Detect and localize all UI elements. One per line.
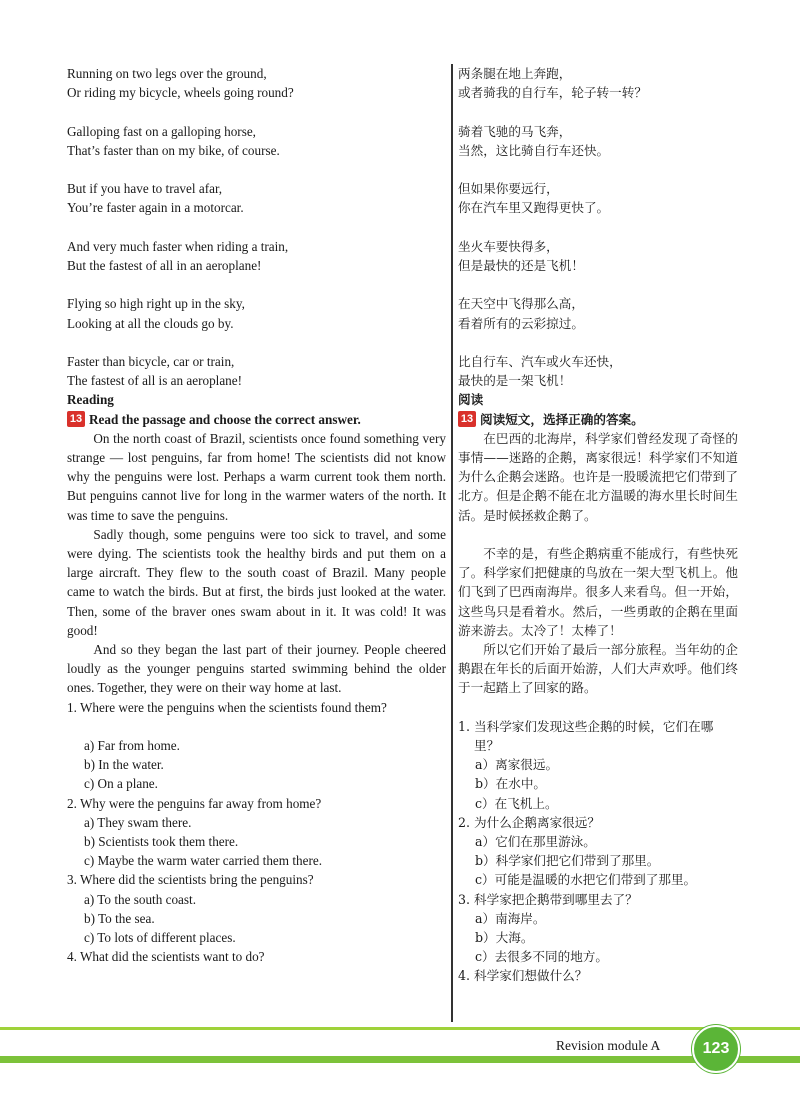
answer-option[interactable]: b) To the sea. <box>84 910 155 926</box>
poem-stanza <box>458 64 738 102</box>
poem-line: The fastest of all is an aeroplane! <box>67 373 243 389</box>
question: 4. What did the scientists want to do? <box>67 949 265 965</box>
poem-line: 当然，这比骑自行车还快。 <box>458 142 610 158</box>
question: 1. 当科学家们发现这些企鹅的时候，它们在哪里？ <box>458 718 714 753</box>
english-column <box>67 64 446 966</box>
footer-section-title: Revision module A <box>556 1038 661 1053</box>
answer-option[interactable]: a）离家很远。 <box>475 757 559 773</box>
poem-line: 比自行车、汽车或火车还快， <box>458 353 622 369</box>
footer-rule-thin <box>0 1027 800 1030</box>
question-list <box>458 717 738 986</box>
poem-stanza <box>67 179 446 217</box>
answer-option[interactable]: b) In the water. <box>84 757 164 773</box>
poem-stanza <box>458 179 738 217</box>
answer-option[interactable]: a) They swam there. <box>84 814 192 830</box>
poem-english <box>67 64 446 390</box>
answer-option[interactable]: c）可能是温暖的水把它们带到了那里。 <box>475 872 697 888</box>
task-instruction <box>458 410 738 429</box>
poem-line: Running on two legs over the ground, <box>67 66 267 81</box>
question: 3. Where did the scientists bring the penguins? <box>67 872 314 888</box>
question: 4. 科学家们想做什么？ <box>458 968 588 984</box>
reading-paragraph: 在巴西的北海岸，科学家们曾经发现了奇怪的事情——迷路的企鹅，离家很远！科学家们不知道为什么企鹅会迷路。也许是一股暖流把它们带到了北方。但是企鹅不能在北方温暖的海水里长时间生活。是时候拯救企鹅了。 <box>458 430 738 523</box>
question: 2. 为什么企鹅离家很远？ <box>458 814 600 830</box>
page-number-badge: 123 <box>692 1025 740 1073</box>
task-text: 阅读短文，选择正确的答案。 <box>480 411 644 427</box>
poem-line: Faster than bicycle, car or train, <box>67 353 235 369</box>
poem-stanza <box>67 352 446 390</box>
poem-line: Flying so high right up in the sky, <box>67 296 245 312</box>
chinese-column <box>458 64 738 986</box>
reading-heading: Reading <box>67 392 114 408</box>
answer-option[interactable]: a）它们在那里游泳。 <box>475 834 596 850</box>
answer-option[interactable]: c) To lots of different places. <box>84 930 236 946</box>
reading-paragraph: Sadly though, some penguins were too sick to travel, and some were dying. The scientists took the healthy birds and put them on a large aircraft. They flew to the south coast of Brazil. Many people came to watch the birds. But at first, the birds just looked at the water. Then, some of the braver ones swam about in it. It was cold! It was good! <box>67 526 446 638</box>
poem-stanza <box>67 294 446 332</box>
poem-line: 两条腿在地上奔跑， <box>458 66 572 81</box>
poem-line: 但是最快的还是飞机！ <box>458 257 584 273</box>
poem-stanza <box>67 237 446 275</box>
reading-paragraph: And so they began the last part of their journey. People cheered loudly as the younger penguins started swimming behind the older ones. Together, they were on their way home at last. <box>67 642 446 696</box>
answer-option[interactable]: c) On a plane. <box>84 776 158 792</box>
poem-line: 在天空中飞得那么高， <box>458 296 584 312</box>
task-instruction <box>67 410 446 429</box>
poem-stanza <box>67 64 446 102</box>
poem-line: 但如果你要远行， <box>458 181 559 197</box>
reading-paragraph: On the north coast of Brazil, scientists once found something very strange — lost penguins, far from home! The scientists did not know why the penguins were lost. Perhaps a warm current took them north. But penguins cannot live for long in the warmer waters of the north. It was time to save the penguins. <box>67 430 446 523</box>
answer-option[interactable]: c）在飞机上。 <box>475 795 558 811</box>
answer-option[interactable]: b) Scientists took them there. <box>84 834 239 850</box>
poem-line: 看着所有的云彩掠过。 <box>458 315 584 331</box>
answer-option[interactable]: b）在水中。 <box>475 776 547 792</box>
reading-heading: 阅读 <box>458 392 484 408</box>
column-divider <box>451 64 453 1022</box>
task-number-badge: 13 <box>67 411 85 427</box>
footer-rule-thick <box>0 1056 800 1063</box>
poem-line: That’s faster than on my bike, of course. <box>67 142 280 158</box>
poem-line: 最快的是一架飞机！ <box>458 373 572 389</box>
question: 3. 科学家把企鹅带到哪里去了？ <box>458 891 638 907</box>
poem-line: 坐火车要快得多， <box>458 238 559 254</box>
poem-line: 骑着飞驰的马飞奔， <box>458 123 572 139</box>
poem-stanza <box>458 294 738 332</box>
reading-paragraph: 所以它们开始了最后一部分旅程。当年幼的企鹅跟在年长的后面开始游，人们大声欢呼。他们终于一起踏上了回家的路。 <box>458 642 738 696</box>
poem-line: But the fastest of all in an aeroplane! <box>67 257 262 273</box>
poem-stanza <box>458 122 738 160</box>
answer-option[interactable]: b）大海。 <box>475 930 534 946</box>
answer-option[interactable]: c）去很多不同的地方。 <box>475 949 608 965</box>
poem-line: Galloping fast on a galloping horse, <box>67 123 256 139</box>
poem-line: Or riding my bicycle, wheels going round? <box>67 85 294 101</box>
answer-option[interactable]: a) To the south coast. <box>84 891 197 907</box>
question: 1. Where were the penguins when the scientists found them? <box>67 699 387 715</box>
task-number-badge: 13 <box>458 411 476 427</box>
answer-option[interactable]: a）南海岸。 <box>475 910 546 926</box>
poem-line: 或者骑我的自行车，轮子转一转？ <box>458 85 647 101</box>
question-list <box>67 698 446 967</box>
reading-paragraph: 不幸的是，有些企鹅病重不能成行，有些快死了。科学家们把健康的鸟放在一架大型飞机上。他们飞到了巴西南海岸。很多人来看鸟。但一开始，这些鸟只是看着水。然后，一些勇敢的企鹅在里面游来游去。太冷了！太棒了！ <box>458 545 738 638</box>
answer-option[interactable]: a) Far from home. <box>84 738 180 754</box>
poem-line: But if you have to travel afar, <box>67 181 223 197</box>
poem-line: And very much faster when riding a train, <box>67 238 289 254</box>
question: 2. Why were the penguins far away from home? <box>67 795 322 811</box>
poem-chinese <box>458 64 738 390</box>
poem-stanza <box>458 352 738 390</box>
answer-option[interactable]: b）科学家们把它们带到了那里。 <box>475 853 660 869</box>
task-text: Read the passage and choose the correct answer. <box>89 411 361 427</box>
poem-line: 你在汽车里又跑得更快了。 <box>458 200 610 216</box>
poem-stanza <box>67 122 446 160</box>
poem-line: You’re faster again in a motorcar. <box>67 200 244 216</box>
poem-stanza <box>458 237 738 275</box>
answer-option[interactable]: c) Maybe the warm water carried them there. <box>84 853 322 869</box>
poem-line: Looking at all the clouds go by. <box>67 315 234 331</box>
